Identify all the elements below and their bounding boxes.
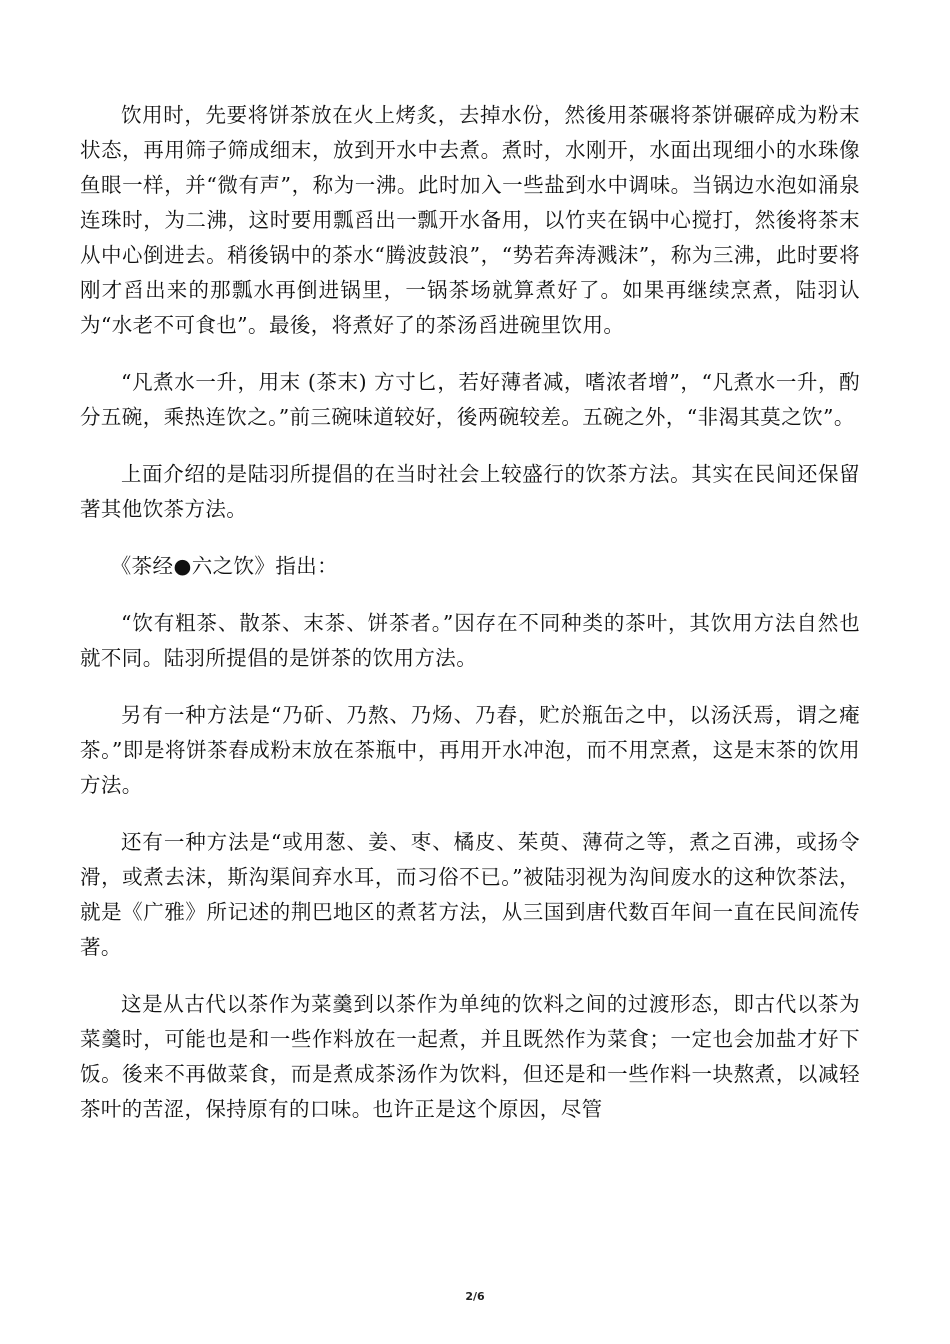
paragraph-folk-methods-intro: 上面介绍的是陆羽所提倡的在当时社会上较盛行的饮茶方法。其实在民间还保留著其他饮茶方法。 [80, 462, 860, 521]
paragraph-powdered-tea: 另有一种方法是“乃斫、乃熬、乃炀、乃舂，贮於瓶缶之中，以汤沃焉，谓之痷茶。”即是将饼茶舂成粉末放在茶瓶中，再用开水冲泡，而不用烹煮，这是末茶的饮用方法。 [80, 703, 860, 797]
paragraph-tea-types: “饮有粗茶、散茶、末茶、饼茶者。”因存在不同种类的茶叶，其饮用方法自然也就不同。陆羽所提倡的是饼茶的饮用方法。 [80, 611, 860, 670]
paragraph-water-measure: “凡煮水一升，用末 (茶末) 方寸匕，若好薄者减，嗜浓者增”，“凡煮水一升，酌分五碗，乘热连饮之。”前三碗味道较好，後两碗较差。五碗之外，“非渴其莫之饮”。 [80, 370, 860, 429]
paragraph-boiled-mixture: 还有一种方法是“或用葱、姜、枣、橘皮、茱萸、薄荷之等，煮之百沸，或扬令滑，或煮去沫，斯沟渠间弃水耳，而习俗不已。”被陆羽视为沟间废水的这种饮茶法，就是《广雅》所记述的荆巴地区的煮茗方法，从三国到唐代数百年间一直在民间流传著。 [80, 830, 860, 959]
page-number: 2/6 [465, 1290, 485, 1303]
paragraph-brewing-steps: 饮用时，先要将饼茶放在火上烤炙，去掉水份，然後用茶碾将茶饼碾碎成为粉末状态，再用筛子筛成细末，放到开水中去煮。煮时，水刚开，水面出现细小的水珠像鱼眼一样，并“微有声”，称为一沸。此时加入一些盐到水中调味。当锅边水泡如涌泉连珠时，为二沸，这时要用瓢舀出一瓢开水备用，以竹夹在锅中心搅打，然後将茶末从中心倒进去。稍後锅中的茶水“腾波鼓浪”，“势若奔涛溅沫”，称为三沸，此时要将刚才舀出来的那瓢水再倒进锅里，一锅茶场就算煮好了。如果再继续烹煮，陆羽认为“水老不可食也”。最後，将煮好了的茶汤舀进碗里饮用。 [80, 103, 860, 337]
paragraph-transition-form: 这是从古代以茶作为菜羹到以茶作为单纯的饮料之间的过渡形态，即古代以茶为菜羹时，可能也是和一些作料放在一起煮，并且既然作为菜食；一定也会加盐才好下饭。後来不再做菜食，而是煮成茶汤作为饮料，但还是和一些作料一块熬煮，以减轻茶叶的苦涩，保持原有的口味。也许正是这个原因，尽管 [80, 992, 860, 1121]
paragraph-chajing-citation: 《茶经●六之饮》指出： [110, 554, 339, 578]
document-body [80, 98, 860, 1149]
